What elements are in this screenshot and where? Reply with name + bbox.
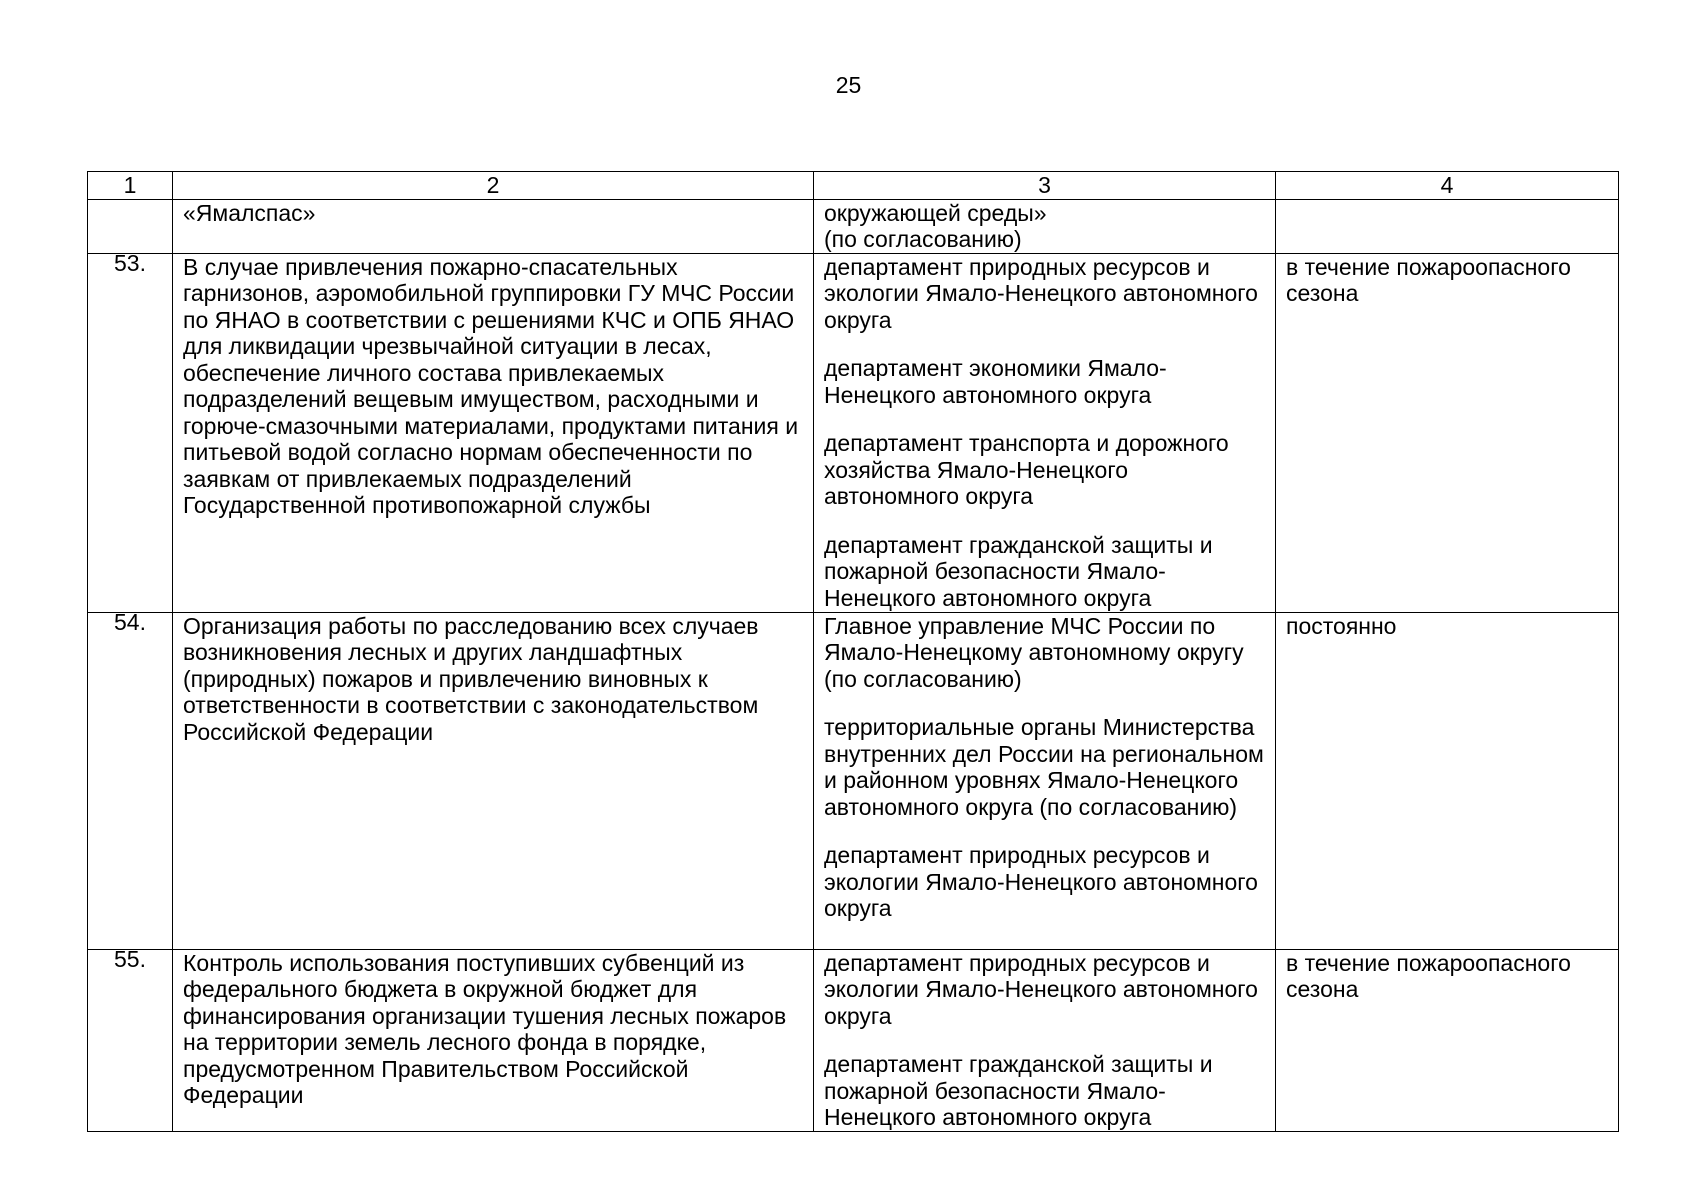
action-cell: В случае привлечения пожарно-спасательных гарнизонов, аэромобильной группировки ГУ МЧС России по ЯНАО в соответствии с решениями КЧС и ОПБ ЯНАО для ликвидации чрезвычайной ситуации в лесах, обеспечение личного состава привлекаемых подразделений вещевым имуществом, расходными и горюче-смазочными материалами, продуктами питания и питьевой водой согласно нормам обеспеченности по заявкам от привлекаемых подразделений Государственной противопожарной службы [173, 253, 814, 612]
term-cell: постоянно [1276, 612, 1619, 949]
table-header-row [88, 172, 1619, 200]
column-number-2: 2 [173, 172, 814, 200]
table-row-53 [88, 253, 1619, 612]
responsible-cell [814, 253, 1276, 612]
table-row-55 [88, 949, 1619, 1131]
column-number-4: 4 [1276, 172, 1619, 200]
responsible-entry: департамент экономики Ямало-Ненецкого автономного округа [824, 355, 1167, 408]
row-number-text: 53. [114, 249, 146, 276]
row-number-text: 54. [114, 608, 146, 635]
term-cell [1276, 199, 1619, 253]
action-cell: «Ямалспас» [173, 199, 814, 253]
table-row-54 [88, 612, 1619, 949]
responsible-entry: департамент природных ресурсов и экологии Ямало-Ненецкого автономного округа [824, 253, 1258, 333]
action-cell: Организация работы по расследованию всех случаев возникновения лесных и других ландшафтных (природных) пожаров и привлечению виновных к ответственности в соответствии с законодательством Российской Федерации [173, 612, 814, 949]
responsible-entry: Главное управление МЧС России по Ямало-Ненецкому автономному округу (по согласованию) [824, 612, 1244, 692]
responsible-entry: департамент природных ресурсов и экологии Ямало-Ненецкого автономного округа [824, 949, 1258, 1029]
row-number [88, 249, 173, 612]
row-number [88, 945, 173, 1131]
responsible-entry: департамент транспорта и дорожного хозяйства Ямало-Ненецкого автономного округа [824, 430, 1229, 509]
responsible-cell [814, 949, 1276, 1131]
action-cell: Контроль использования поступивших субвенций из федерального бюджета в окружной бюджет для финансирования организации тушения лесных пожаров на территории земель лесного фонда в порядке, предусмотренном Правительством Российской Федерации [173, 949, 814, 1131]
table-row-continuation [88, 199, 1619, 253]
responsible-entry: департамент гражданской защиты и пожарной безопасности Ямало-Ненецкого автономного округа [824, 1051, 1213, 1130]
responsible-cell [814, 612, 1276, 949]
responsible-entry: территориальные органы Министерства внутренних дел России на региональном и районном уровнях Ямало-Ненецкого автономного округа (по согласованию) [824, 714, 1264, 820]
row-number [88, 608, 173, 949]
responsible-entry: департамент гражданской защиты и пожарной безопасности Ямало-Ненецкого автономного округа [824, 531, 1213, 611]
row-number [88, 199, 173, 253]
row-number-text: 55. [114, 945, 146, 972]
term-cell: в течение пожароопасного сезона [1276, 253, 1619, 612]
column-number-1: 1 [88, 172, 173, 200]
responsible-entry: департамент природных ресурсов и экологии Ямало-Ненецкого автономного округа [824, 842, 1258, 921]
plan-table [87, 171, 1619, 1132]
column-number-3: 3 [814, 172, 1276, 200]
responsible-entry: окружающей среды» (по согласованию) [824, 199, 1047, 252]
responsible-cell [814, 199, 1276, 253]
term-cell: в течение пожароопасного сезона [1276, 949, 1619, 1131]
page-number: 25 [835, 72, 862, 98]
